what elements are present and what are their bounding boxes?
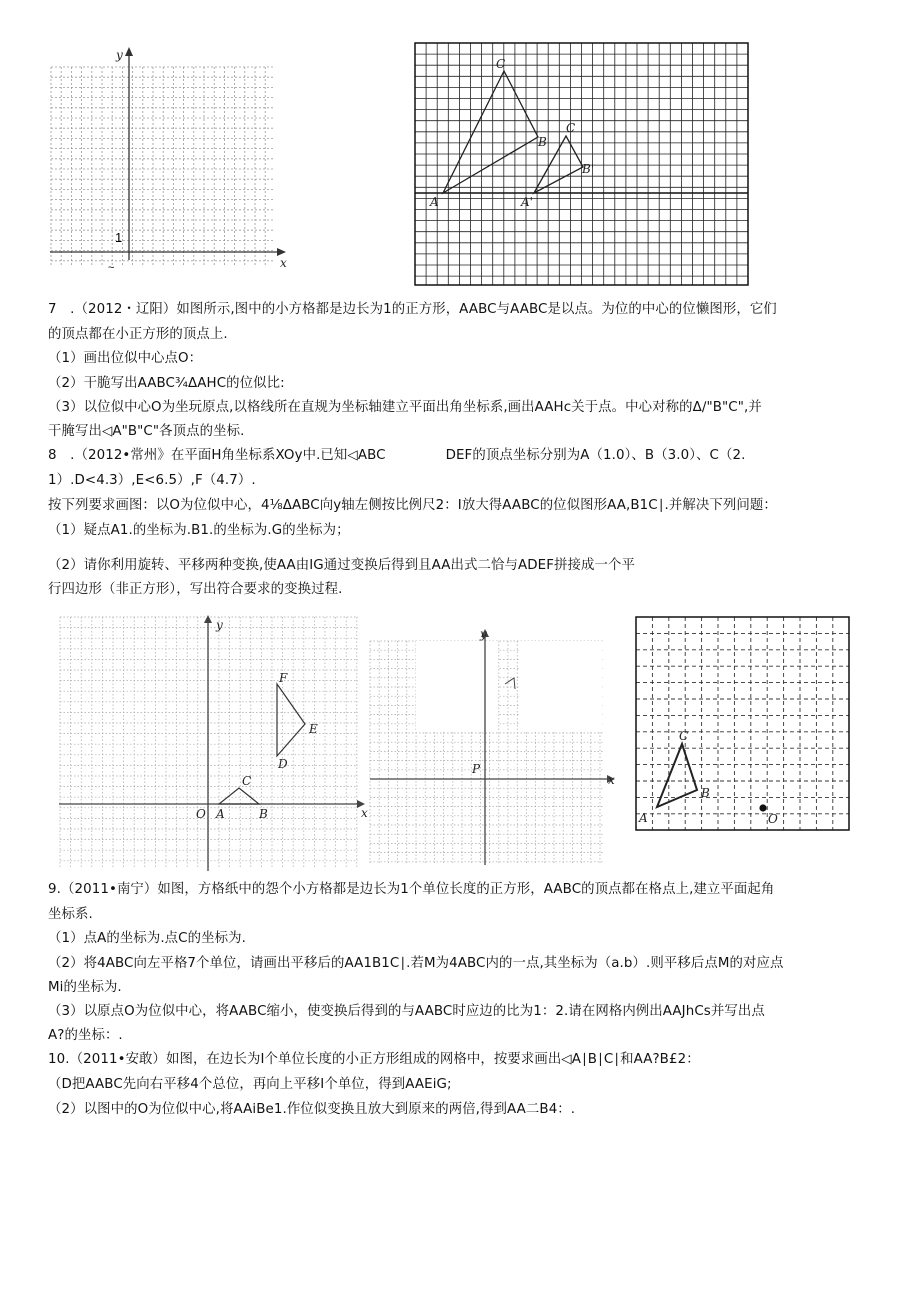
tick-label-one: 1	[115, 230, 123, 245]
q10-part1: （D把AABC先向右平移4个总位，再向上平移I个单位，得到AAEiG;	[48, 1077, 452, 1092]
label-d: D	[278, 757, 288, 771]
label-c-prime: C	[566, 121, 576, 135]
q7-stem-line1: 7 .（2012・辽阳）如图所示,图中的小方格都是边长为1的正方形，AABC与AABC是以点。为位的中心的位懒图形，它们	[48, 302, 777, 317]
label-b: B	[701, 786, 710, 800]
grid-lines	[51, 67, 275, 267]
label-c: C	[496, 57, 506, 71]
q8-part2: （2）请你利用旋转、平移两种变换,使AA由IG通过变换后得到且AA出式二恰与ADEF拼接成一个平	[48, 558, 635, 573]
blank-area-left	[416, 641, 498, 731]
y-axis-label: y	[216, 618, 223, 632]
q10-part2: （2）以图中的O为位似中心,将AAiBe1.作位似变换且放大到原来的两倍,得到AA二B4：.	[48, 1102, 576, 1117]
q8-stem-line2: 1）.D<4.3）,E<6.5）,F（4.7）.	[48, 473, 256, 488]
triangle-abc	[657, 744, 697, 807]
label-b: B	[538, 135, 547, 149]
x-axis-label: x	[361, 806, 368, 820]
label-a: A	[639, 811, 648, 825]
label-c: C	[242, 774, 252, 788]
origin-mark: ~	[108, 262, 115, 274]
x-axis-label: x	[608, 773, 615, 787]
q8-stem-line1a: 8 .（2012•常州》在平面H角坐标系XOy中.已知◁ABC	[48, 448, 386, 463]
label-a: A	[430, 195, 439, 209]
label-b: B	[259, 807, 268, 821]
q7-part3: （3）以位似中心O为坐玩原点,以格线所在直规为坐标轴建立平面出角坐标系,画出AAHc关于点。中心对称的Δ∕"B"C",并	[48, 400, 762, 415]
figure-1-coordinate-grid	[48, 45, 293, 277]
q7-part2: （2）干脆写出AABC¾ΔAHC的位似比:	[48, 376, 285, 391]
label-a: A	[216, 807, 225, 821]
q9-part2-cont: Mi的坐标为.	[48, 980, 122, 995]
label-a-prime: A'	[521, 195, 533, 209]
triangle-abc	[219, 788, 259, 804]
label-b-prime: B'	[582, 162, 595, 176]
y-axis-label: y	[116, 48, 123, 62]
q9-stem-line1: 9.（2011•南宁）如图，方格纸中的怨个小方格都是边长为1个单位长度的正方形，AABC的顶点都在格点上,建立平面起角	[48, 882, 775, 897]
q9-part1: （1）点A的坐标为.点C的坐标为.	[48, 931, 246, 946]
q8-part2-cont: 行四边形（非正方形），写出符合要求的变换过程.	[48, 582, 343, 597]
triangle-def	[277, 684, 305, 756]
q7-stem-line2: 的顶点都在小正方形的顶点上.	[48, 327, 228, 342]
q7-part3-cont: 干腌写出◁A"B"C"各顶点的坐标.	[48, 424, 245, 439]
q9-part3-cont: A?的坐标：.	[48, 1028, 123, 1043]
figure-2-triangles-grid	[412, 40, 754, 290]
q8-stem-line1b: DEF的顶点坐标分别为A（1.0）、B（3.0）、C（2.	[445, 448, 746, 463]
x-arrow-icon	[277, 248, 286, 256]
x-axis-label: x	[280, 256, 287, 270]
q8-part1: （1）疑点A1.的坐标为.B1.的坐标为.G的坐标为；	[48, 523, 350, 538]
figure-3-coordinate-grid	[56, 613, 368, 871]
q9-stem-line2: 坐标系.	[48, 907, 93, 922]
q9-part2: （2）将4ABC向左平格7个单位，请画出平移后的AA1B1C∣.若M为4ABC内的一点,其坐标为（a.b）.则平移后点M的对应点	[48, 956, 784, 971]
q8-stem-line3: 按下列要求画图：以O为位似中心，4⅛ΔABC向y轴左侧按比例尺2：I放大得AABC的位似图形AA,B1C∣.并解决下列问题：	[48, 498, 777, 513]
point-mark: P	[472, 762, 481, 776]
label-f: F	[279, 671, 288, 685]
figure-5-dashed-grid	[634, 615, 852, 833]
label-c: C	[679, 729, 689, 743]
q7-part1: （1）画出位似中心点O：	[48, 351, 203, 366]
label-e: E	[309, 722, 318, 736]
label-o: O	[768, 812, 778, 826]
q9-part3: （3）以原点O为位似中心，将AABC缩小，使变换后得到的与AABC时应边的比为1：2.请在网格内例出AAJhCs并写出点	[48, 1004, 765, 1019]
q8-stem-line1	[48, 446, 900, 466]
q10-stem-line1: 10.（2011•安敢）如图，在边长为I个单位长度的小正方形组成的网格中，按要求画出◁A∣B∣C∣和AA?B£2：	[48, 1052, 700, 1067]
y-arrow-icon	[204, 615, 212, 623]
origin-label: O	[196, 807, 206, 821]
y-axis-label: y	[480, 627, 487, 641]
grid-lines	[636, 617, 849, 830]
point-o	[759, 804, 766, 811]
y-arrow-icon	[125, 47, 133, 56]
grid-lines	[60, 617, 358, 867]
figure-4-coordinate-grid	[368, 627, 620, 867]
blank-area-right	[520, 641, 602, 731]
